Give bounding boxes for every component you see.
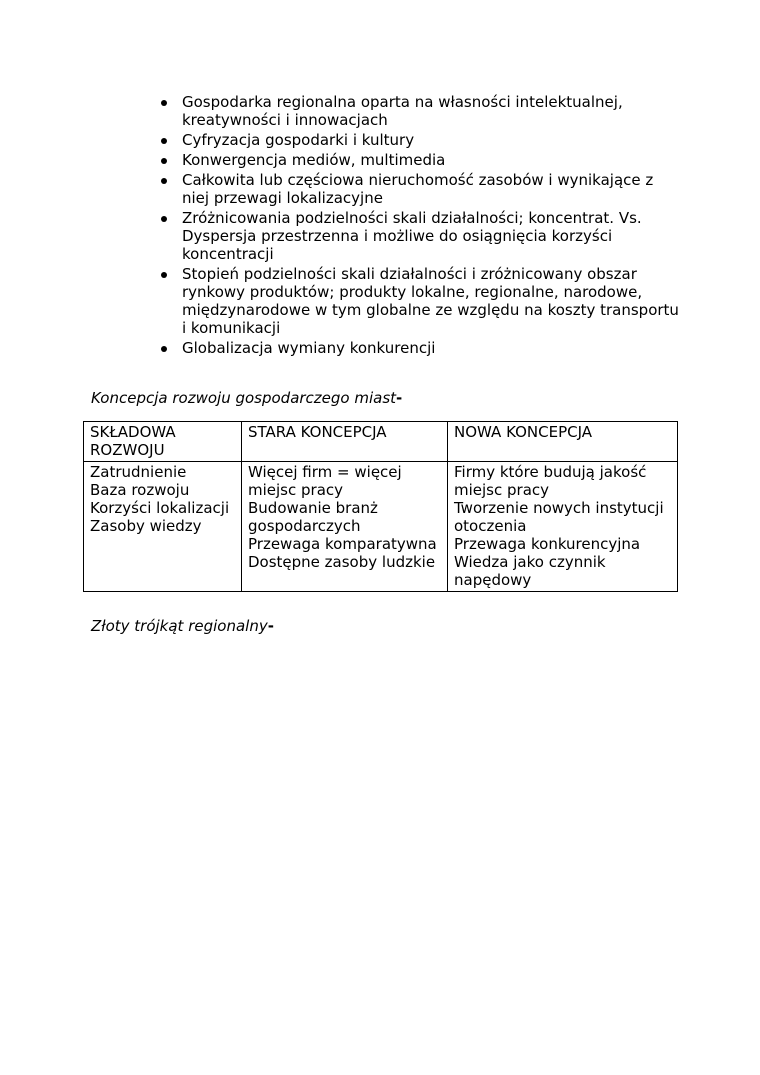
cell-line: Budowanie branż gospodarczych bbox=[248, 499, 378, 535]
table-header-row bbox=[84, 422, 678, 462]
list-item bbox=[182, 171, 682, 207]
cell-line: Dostępne zasoby ludzkie bbox=[248, 553, 436, 571]
cell-line: Przewaga komparatywna bbox=[248, 535, 437, 553]
list-item-text: Globalizacja wymiany konkurencji bbox=[182, 339, 436, 357]
section-heading-dash: - bbox=[396, 389, 403, 407]
table-cell-new-concept bbox=[448, 462, 678, 592]
section-heading-text: Koncepcja rozwoju gospodarczego miast bbox=[91, 389, 397, 407]
bullet-icon bbox=[161, 346, 167, 352]
list-item bbox=[182, 151, 682, 169]
bullet-icon bbox=[161, 216, 167, 222]
cell-line: Przewaga konkurencyjna bbox=[454, 535, 641, 553]
section-heading-concept bbox=[91, 389, 402, 407]
table-row bbox=[84, 462, 678, 592]
list-item bbox=[182, 209, 682, 263]
concept-table bbox=[83, 421, 678, 592]
cell-line: Zatrudnienie bbox=[90, 463, 187, 481]
cell-line: Korzyści lokalizacji bbox=[90, 499, 230, 517]
list-item-text: Całkowita lub częściowa nieruchomość zasobów i wynikające z niej przewagi lokalizacyjne bbox=[182, 171, 654, 207]
list-item-text: Zróżnicowania podzielności skali działalności; koncentrat. Vs. Dyspersja przestrzenna i możliwe do osiągnięcia korzyści koncentracji bbox=[182, 209, 642, 263]
list-item-text: Cyfryzacja gospodarki i kultury bbox=[182, 131, 415, 149]
table-header-cell: SKŁADOWA ROZWOJU bbox=[84, 422, 242, 462]
bullet-icon bbox=[161, 138, 167, 144]
section-heading-triangle bbox=[91, 617, 274, 635]
list-item bbox=[182, 339, 682, 357]
list-item-text: Gospodarka regionalna oparta na własności intelektualnej, kreatywności i innowacjach bbox=[182, 93, 623, 129]
list-item-text: Stopień podzielności skali działalności i zróżnicowany obszar rynkowy produktów; produkty lokalne, regionalne, narodowe, międzynarodowe w tym globalne ze względu na koszty transportu i komunikacji bbox=[182, 265, 679, 337]
bullet-list bbox=[182, 93, 682, 359]
cell-line: Baza rozwoju bbox=[90, 481, 190, 499]
cell-line: Firmy które budują jakość miejsc pracy bbox=[454, 463, 647, 499]
bullet-icon bbox=[161, 272, 167, 278]
bullet-icon bbox=[161, 158, 167, 164]
list-item bbox=[182, 93, 682, 129]
list-item bbox=[182, 131, 682, 149]
section-heading-text: Złoty trójkąt regionalny bbox=[91, 617, 268, 635]
bullet-icon bbox=[161, 100, 167, 106]
cell-line: Wiedza jako czynnik napędowy bbox=[454, 553, 606, 589]
cell-line: Tworzenie nowych instytucji otoczenia bbox=[454, 499, 664, 535]
list-item bbox=[182, 265, 682, 337]
list-item-text: Konwergencja mediów, multimedia bbox=[182, 151, 446, 169]
bullet-icon bbox=[161, 178, 167, 184]
table-cell-component bbox=[84, 462, 242, 592]
section-heading-dash: - bbox=[267, 617, 274, 635]
cell-line: Więcej firm = więcej miejsc pracy bbox=[248, 463, 402, 499]
table-header-cell: STARA KONCEPCJA bbox=[242, 422, 448, 462]
cell-line: Zasoby wiedzy bbox=[90, 517, 202, 535]
table-header-cell: NOWA KONCEPCJA bbox=[448, 422, 678, 462]
table-cell-old-concept bbox=[242, 462, 448, 592]
